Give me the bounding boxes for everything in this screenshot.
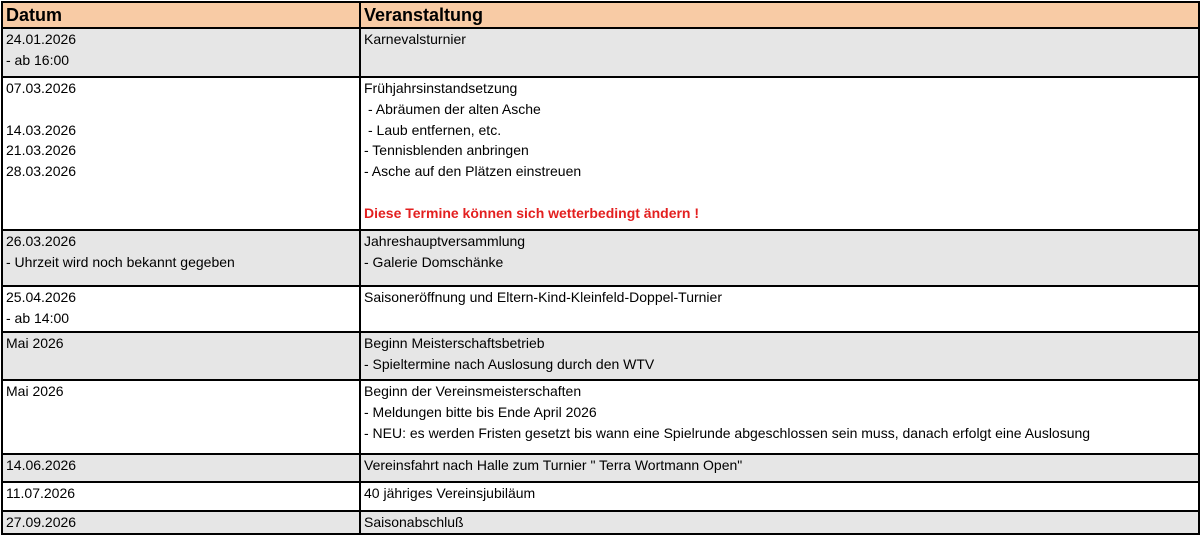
date-line xyxy=(6,99,359,120)
date-line: 25.04.2026 xyxy=(6,289,77,305)
date-line: - ab 16:00 xyxy=(6,51,70,68)
date-cell xyxy=(2,230,360,286)
event-cell xyxy=(360,28,1199,77)
event-line: - Asche auf den Plätzen einstreuen xyxy=(364,163,582,180)
event-line: 40 jähriges Vereinsjubiläum xyxy=(364,485,536,501)
table-row xyxy=(2,77,1199,230)
event-cell xyxy=(360,511,1199,534)
event-line: - Tennisblenden anbringen xyxy=(364,142,529,159)
event-cell xyxy=(360,482,1199,511)
table-row xyxy=(2,332,1199,380)
date-line: Mai 2026 xyxy=(6,383,64,399)
event-cell xyxy=(360,454,1199,482)
event-schedule-table xyxy=(1,1,1200,535)
date-line: 27.09.2026 xyxy=(6,514,77,530)
date-cell xyxy=(2,482,360,511)
event-cell xyxy=(360,77,1199,230)
table-row xyxy=(2,511,1199,534)
date-line: - ab 14:00 xyxy=(6,309,70,326)
event-line: Vereinsfahrt nach Halle zum Turnier " Terra Wortmann Open" xyxy=(364,457,743,473)
event-line: Frühjahrsinstandsetzung xyxy=(364,80,518,96)
table-row xyxy=(2,380,1199,454)
table-row xyxy=(2,230,1199,286)
date-cell xyxy=(2,380,360,454)
event-cell xyxy=(360,380,1199,454)
header-date: Datum xyxy=(2,2,360,28)
event-line: - Abräumen der alten Asche xyxy=(368,100,541,117)
date-cell xyxy=(2,454,360,482)
spacer xyxy=(364,182,1198,203)
event-cell xyxy=(360,286,1199,332)
event-line: Saisoneröffnung und Eltern-Kind-Kleinfeld-Doppel-Turnier xyxy=(364,289,722,305)
event-line: - Meldungen bitte bis Ende April 2026 xyxy=(364,403,597,420)
date-line: 11.07.2026 xyxy=(6,485,76,501)
date-cell xyxy=(2,286,360,332)
date-cell xyxy=(2,511,360,534)
event-line: Saisonabschluß xyxy=(364,514,464,530)
date-line: 14.06.2026 xyxy=(6,457,77,473)
event-cell xyxy=(360,332,1199,380)
date-line: Mai 2026 xyxy=(6,335,64,351)
header-event: Veranstaltung xyxy=(360,2,1199,28)
date-cell xyxy=(2,332,360,380)
date-cell xyxy=(2,28,360,77)
date-line: 28.03.2026 xyxy=(6,163,77,180)
event-cell xyxy=(360,230,1199,286)
event-line: - Spieltermine nach Auslosung durch den WTV xyxy=(364,355,655,372)
date-cell xyxy=(2,77,360,230)
event-line: Beginn Meisterschaftsbetrieb xyxy=(364,335,545,351)
table-row xyxy=(2,482,1199,511)
date-line: 26.03.2026 xyxy=(6,233,77,249)
table-row xyxy=(2,454,1199,482)
date-line: 21.03.2026 xyxy=(6,142,77,159)
table-row xyxy=(2,286,1199,332)
weather-warning: Diese Termine können sich wetterbedingt ändern ! xyxy=(364,204,700,221)
event-line: - NEU: es werden Fristen gesetzt bis wann eine Spielrunde abgeschlossen sein muss, danach erfolgt eine Auslosung xyxy=(364,424,1091,441)
event-line: Beginn der Vereinsmeisterschaften xyxy=(364,383,582,399)
date-line: 24.01.2026 xyxy=(6,31,77,47)
event-line: Jahreshauptversammlung xyxy=(364,233,526,249)
table-row xyxy=(2,28,1199,77)
date-line: 14.03.2026 xyxy=(6,121,77,138)
event-line: - Galerie Domschänke xyxy=(364,253,504,270)
date-line: 07.03.2026 xyxy=(6,80,77,96)
event-line: Karnevalsturnier xyxy=(364,31,466,47)
header-row xyxy=(2,2,1199,28)
event-line: - Laub entfernen, etc. xyxy=(368,121,502,138)
date-line: - Uhrzeit wird noch bekannt gegeben xyxy=(6,253,235,270)
